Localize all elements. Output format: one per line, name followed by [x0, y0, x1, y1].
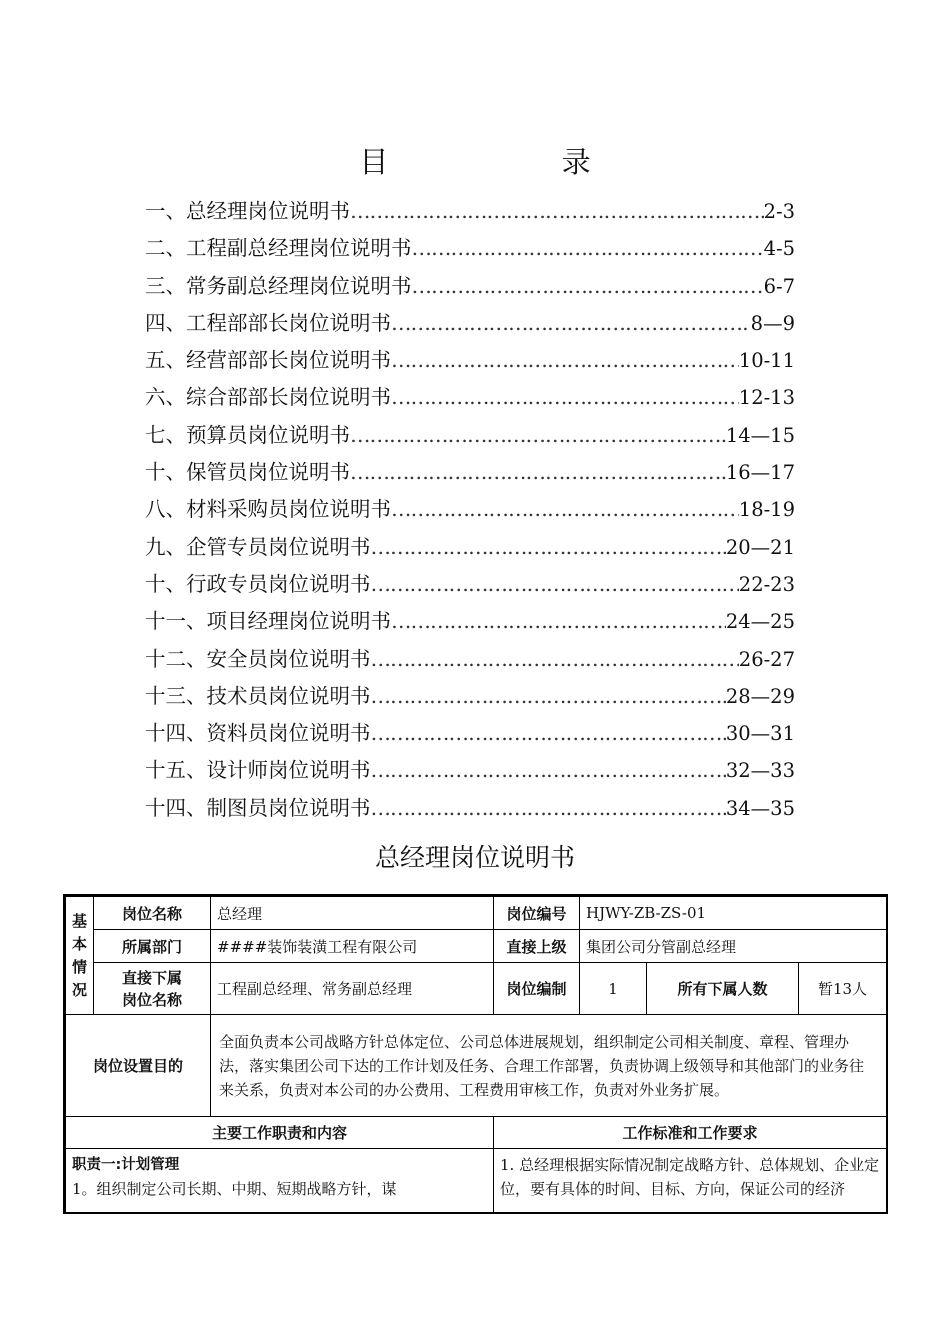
- basic-info-label: 基本情况: [66, 897, 94, 1015]
- toc-item[interactable]: [145, 603, 795, 640]
- subordinates-value: 工程副总经理、常务副总经理: [211, 963, 494, 1015]
- toc-leader: [350, 193, 764, 230]
- toc-title: 目 录: [359, 145, 673, 179]
- toc-leader: [371, 790, 726, 827]
- position-code-label: 岗位编号: [494, 897, 580, 930]
- position-code-value: HJWY-ZB-ZS-01: [580, 897, 887, 930]
- toc-item-pages: 24—25: [725, 610, 795, 634]
- toc-item-label: 十、保管员岗位说明书: [145, 460, 350, 485]
- toc-item[interactable]: [145, 230, 795, 267]
- all-subordinates-label: 所有下属人数: [647, 963, 799, 1015]
- section-title: 总经理岗位说明书: [374, 843, 575, 872]
- all-subordinates-value: 暂13人: [799, 963, 887, 1015]
- toc-item-label: 十、行政专员岗位说明书: [145, 571, 371, 596]
- toc-item-pages: 28—29: [725, 684, 795, 708]
- toc-leader: [412, 230, 764, 267]
- toc-leader: [412, 268, 764, 305]
- standard-text: 1. 总经理根据实际情况制定战略方针、总体规划、企业定位，要有具体的时间、目标、方向，保证公司的经济: [494, 1149, 887, 1215]
- toc-item-pages: 16—17: [725, 461, 795, 485]
- toc-leader: [371, 678, 726, 715]
- toc-item-label: 十四、资料员岗位说明书: [145, 721, 371, 746]
- headcount-value: 1: [580, 963, 647, 1015]
- purpose-text: 全面负责本公司战略方针总体定位、公司总体进展规划，组织制定公司相关制度、章程、管理办法，落实集团公司下达的工作计划及任务、合理工作部署，负责协调上级领导和其他部门的业务往来关系，负责对本公司的办公费用、工程费用审核工作，负责对外业务扩展。: [211, 1015, 887, 1117]
- toc-item-label: 十二、安全员岗位说明书: [145, 646, 371, 671]
- toc-leader: [350, 417, 726, 454]
- toc-item[interactable]: [145, 678, 795, 715]
- toc-item-label: 三、常务副总经理岗位说明书: [145, 273, 412, 298]
- toc-item[interactable]: [145, 715, 795, 752]
- toc-item-pages: 6-7: [763, 274, 795, 298]
- toc-item-label: 十四、制图员岗位说明书: [145, 795, 371, 820]
- toc-item-pages: 2-3: [763, 200, 795, 223]
- toc-leader: [391, 342, 739, 379]
- toc-item[interactable]: [145, 193, 795, 230]
- toc-item[interactable]: [145, 268, 795, 305]
- superior-label: 直接上级: [494, 930, 580, 963]
- toc-item[interactable]: [145, 790, 795, 827]
- toc-item-pages: 18-19: [738, 498, 795, 522]
- toc-item-label: 五、经营部部长岗位说明书: [145, 348, 391, 373]
- toc-leader: [371, 752, 726, 789]
- toc-item-label: 一、总经理岗位说明书: [145, 199, 350, 223]
- toc-item[interactable]: [145, 379, 795, 416]
- toc-item[interactable]: [145, 752, 795, 789]
- position-name-value: 总经理: [211, 897, 494, 930]
- toc-item[interactable]: [145, 491, 795, 528]
- toc-leader: [391, 379, 739, 416]
- duties-header: 主要工作职责和内容: [66, 1117, 494, 1149]
- toc-leader: [391, 305, 751, 342]
- toc-leader: [371, 529, 726, 566]
- duty-title: 职责一:计划管理: [72, 1157, 180, 1173]
- toc-item[interactable]: [145, 566, 795, 603]
- toc-item[interactable]: [145, 454, 795, 491]
- superior-value: 集团公司分管副总经理: [580, 930, 887, 963]
- toc-item-pages: 8—9: [750, 311, 795, 335]
- toc-item-pages: 26-27: [738, 647, 795, 671]
- toc-item[interactable]: [145, 342, 795, 379]
- toc-item-label: 十一、项目经理岗位说明书: [145, 609, 391, 634]
- position-name-label: 岗位名称: [94, 897, 211, 930]
- toc-item-pages: 34—35: [725, 796, 795, 820]
- toc-item-pages: 12-13: [738, 386, 795, 410]
- toc-leader: [371, 641, 739, 678]
- toc-leader: [391, 491, 739, 528]
- toc-item-pages: 32—33: [725, 759, 795, 783]
- subordinates-label: 直接下属 岗位名称: [94, 963, 211, 1015]
- job-description-table: [63, 894, 888, 1214]
- toc-item-label: 七、预算员岗位说明书: [145, 422, 350, 447]
- toc-leader: [371, 566, 739, 603]
- department-value: ####装饰装潢工程有限公司: [211, 930, 494, 963]
- toc-item-pages: 10-11: [738, 349, 795, 373]
- toc-item-pages: 30—31: [725, 722, 795, 746]
- duty-text: 1。组织制定公司长期、中期、短期战略方针，谋: [72, 1180, 397, 1198]
- table-of-contents: [145, 193, 795, 827]
- toc-item-label: 九、企管专员岗位说明书: [145, 534, 371, 559]
- toc-item-pages: 22-23: [738, 572, 795, 596]
- toc-item-pages: 4-5: [763, 237, 795, 261]
- toc-item-pages: 14—15: [725, 423, 795, 447]
- toc-item-label: 八、材料采购员岗位说明书: [145, 497, 391, 522]
- toc-item[interactable]: [145, 305, 795, 342]
- toc-item-pages: 20—21: [725, 535, 795, 559]
- duty-cell: [66, 1149, 494, 1215]
- purpose-label: 岗位设置目的: [66, 1015, 211, 1117]
- toc-item[interactable]: [145, 417, 795, 454]
- toc-leader: [391, 603, 726, 640]
- toc-item-label: 十三、技术员岗位说明书: [145, 683, 371, 708]
- toc-item[interactable]: [145, 641, 795, 678]
- headcount-label: 岗位编制: [494, 963, 580, 1015]
- toc-item-label: 二、工程副总经理岗位说明书: [145, 236, 412, 261]
- toc-item-label: 六、综合部部长岗位说明书: [145, 385, 391, 410]
- toc-item[interactable]: [145, 529, 795, 566]
- toc-item-label: 十五、设计师岗位说明书: [145, 758, 371, 783]
- toc-item-label: 四、工程部部长岗位说明书: [145, 310, 391, 335]
- toc-leader: [371, 715, 726, 752]
- standards-header: 工作标准和工作要求: [494, 1117, 887, 1149]
- toc-leader: [350, 454, 726, 491]
- department-label: 所属部门: [94, 930, 211, 963]
